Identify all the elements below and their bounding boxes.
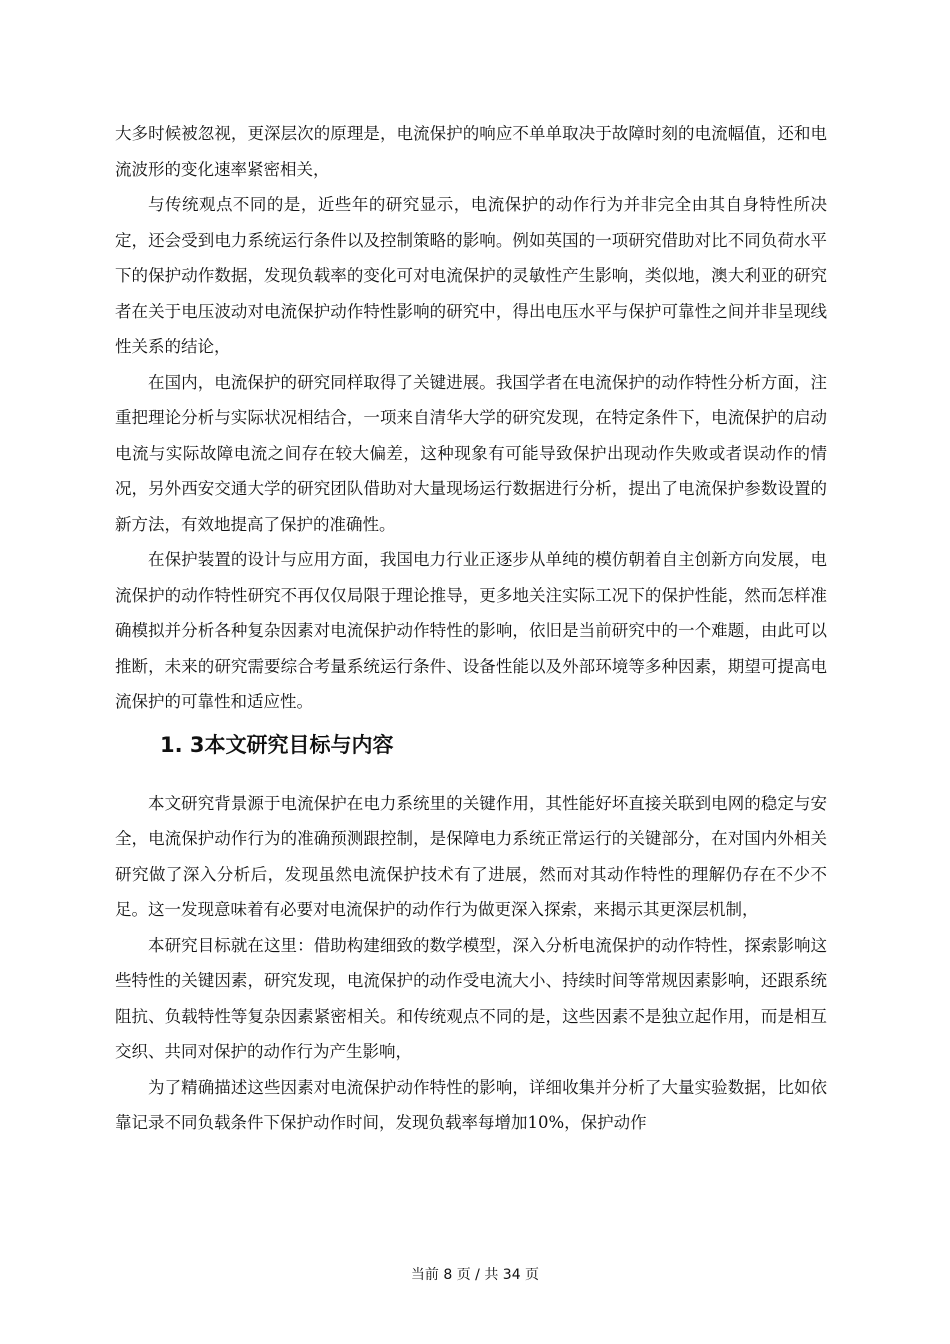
page-footer: 当前 8 页 / 共 34 页 <box>410 1267 540 1283</box>
paragraph-domestic-research: 在国内，电流保护的研究同样取得了关键进展。我国学者在电流保护的动作特性分析方面，注重把理论分析与实际状况相结合，一项来自清华大学的研究发现，在特定条件下，电流保护的启动电流与实际故障电流之间存在较大偏差，这种现象有可能导致保护出现动作失败或者误动作的情况，另外西安交通大学的研究团队借助对大量现场运行数据进行分析，提出了电流保护参数设置的新方法，有效地提高了保护的准确性。 <box>115 372 827 534</box>
paragraph-data-analysis: 为了精确描述这些因素对电流保护动作特性的影响，详细收集并分析了大量实验数据，比如依靠记录不同负载条件下保护动作时间，发现负载率每增加10%，保护动作 <box>115 1077 827 1132</box>
paragraph-foreign-research: 与传统观点不同的是，近些年的研究显示，电流保护的动作行为并非完全由其自身特性所决定，还会受到电力系统运行条件以及控制策略的影响。例如英国的一项研究借助对比不同负荷水平下的保护动作数据，发现负载率的变化可对电流保护的灵敏性产生影响，类似地，澳大利亚的研究者在关于电压波动对电流保护动作特性影响的研究中，得出电压水平与保护可靠性之间并非呈现线性关系的结论， <box>115 195 827 356</box>
section-number: 1. 3 <box>160 732 205 757</box>
page-body <box>115 116 827 1141</box>
paragraph-continuation: 大多时候被忽视，更深层次的原理是，电流保护的响应不单单取决于故障时刻的电流幅值，还和电流波形的变化速率紧密相关， <box>115 124 827 179</box>
paragraph-research-goal: 本研究目标就在这里：借助构建细致的数学模型，深入分析电流保护的动作特性，探索影响这些特性的关键因素，研究发现，电流保护的动作受电流大小、持续时间等常规因素影响，还跟系统阻抗、负载特性等复杂因素紧密相关。和传统观点不同的是，这些因素不是独立起作用，而是相互交织、共同对保护的动作行为产生影响， <box>115 935 827 1061</box>
section-title: 本文研究目标与内容 <box>204 732 394 757</box>
paragraph-device-design: 在保护装置的设计与应用方面，我国电力行业正逐步从单纯的模仿朝着自主创新方向发展，电流保护的动作特性研究不再仅仅局限于理论推导，更多地关注实际工况下的保护性能，然而怎样准确模拟并分析各种复杂因素对电流保护动作特性的影响，依旧是当前研究中的一个难题，由此可以推断，未来的研究需要综合考量系统运行条件、设备性能以及外部环境等多种因素，期望可提高电流保护的可靠性和适应性。 <box>115 550 827 711</box>
paragraph-research-background: 本文研究背景源于电流保护在电力系统里的关键作用，其性能好坏直接关联到电网的稳定与安全，电流保护动作行为的准确预测跟控制，是保障电力系统正常运行的关键部分，在对国内外相关研究做了深入分析后，发现虽然电流保护技术有了进展，然而对其动作特性的理解仍存在不少不足。这一发现意味着有必要对电流保护的动作行为做更深入探索，来揭示其更深层机制， <box>115 793 827 919</box>
section-heading <box>115 720 827 786</box>
